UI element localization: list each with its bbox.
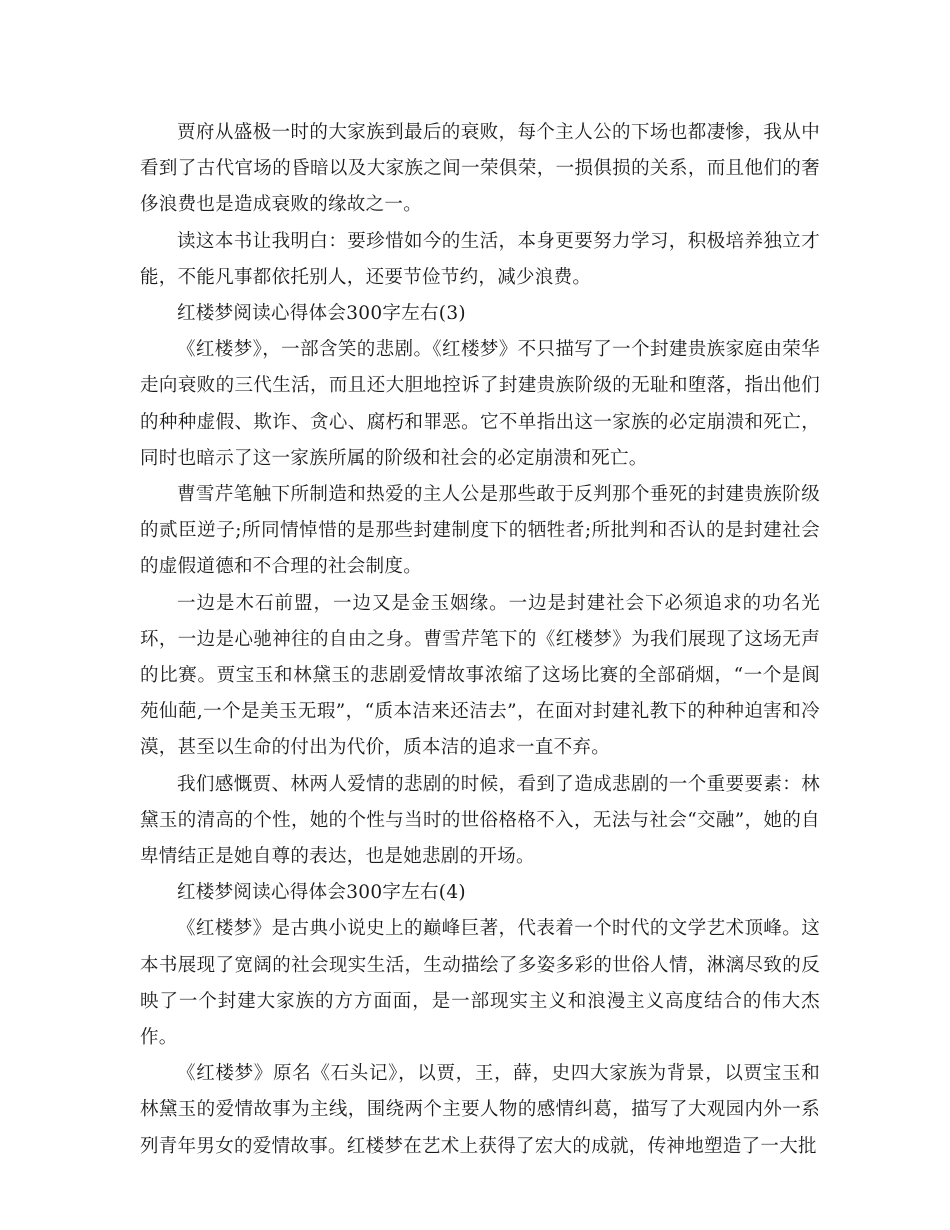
- paragraph: 我们感慨贾、林两人爱情的悲剧的时候，看到了造成悲剧的一个重要要素：林黛玉的清高的个性，她的个性与当时的世俗格格不入，无法与社会“交融”，她的自卑情结正是她自尊的表达，也是她悲剧的开场。: [140, 773, 820, 868]
- paragraph: 《红楼梦》原名《石头记》，以贾，王，薛，史四大家族为背景，以贾宝玉和林黛玉的爱情故事为主线，围绕两个主要人物的感情纠葛，描写了大观园内外一系列青年男女的爱情故事。红楼梦在艺术上获得了宏大的成就，传神地塑造了一大批: [140, 1063, 820, 1157]
- section-heading: 红楼梦阅读心得体会300字左右(3): [177, 303, 466, 325]
- paragraph: 一边是木石前盟，一边又是金玉姻缘。一边是封建社会下必须追求的功名光环，一边是心驰神往的自由之身。曹雪芹笔下的《红楼梦》为我们展现了这场无声的比赛。贾宝玉和林黛玉的悲剧爱情故事浓缩了这场比赛的全部硝烟，“一个是阆苑仙葩,一个是美玉无瑕”，“质本洁来还洁去”，在面对封建礼教下的种种迫害和冷漠，甚至以生命的付出为代价，质本洁的追求一直不弃。: [140, 592, 820, 759]
- paragraph: 读这本书让我明白：要珍惜如今的生活，本身更要努力学习，积极培养独立才能，不能凡事都依托别人，还要节俭节约，减少浪费。: [140, 230, 820, 288]
- paragraph: 《红楼梦》是古典小说史上的巅峰巨著，代表着一个时代的文学艺术顶峰。这本书展现了宽阔的社会现实生活，生动描绘了多姿多彩的世俗人情，淋漓尽致的反映了一个封建大家族的方方面面，是一部现实主义和浪漫主义高度结合的伟大杰作。: [140, 918, 820, 1049]
- section-heading: 红楼梦阅读心得体会300字左右(4): [177, 882, 466, 904]
- document-body: [140, 115, 820, 1165]
- paragraph: 贾府从盛极一时的大家族到最后的衰败，每个主人公的下场也都凄惨，我从中看到了古代官场的昏暗以及大家族之间一荣俱荣，一损俱损的关系，而且他们的奢侈浪费也是造成衰败的缘故之一。: [140, 122, 820, 216]
- paragraph: 曹雪芹笔触下所制造和热爱的主人公是那些敢于反判那个垂死的封建贵族阶级的贰臣逆子;所同情悼惜的是那些封建制度下的牺牲者;所批判和否认的是封建社会的虚假道德和不合理的社会制度。: [140, 484, 820, 578]
- paragraph: 《红楼梦》，一部含笑的悲剧。《红楼梦》不只描写了一个封建贵族家庭由荣华走向衰败的三代生活，而且还大胆地控诉了封建贵族阶级的无耻和堕落，指出他们的种种虚假、欺诈、贪心、腐朽和罪恶。它不单指出这一家族的必定崩溃和死亡，同时也暗示了这一家族所属的阶级和社会的必定崩溃和死亡。: [140, 339, 820, 469]
